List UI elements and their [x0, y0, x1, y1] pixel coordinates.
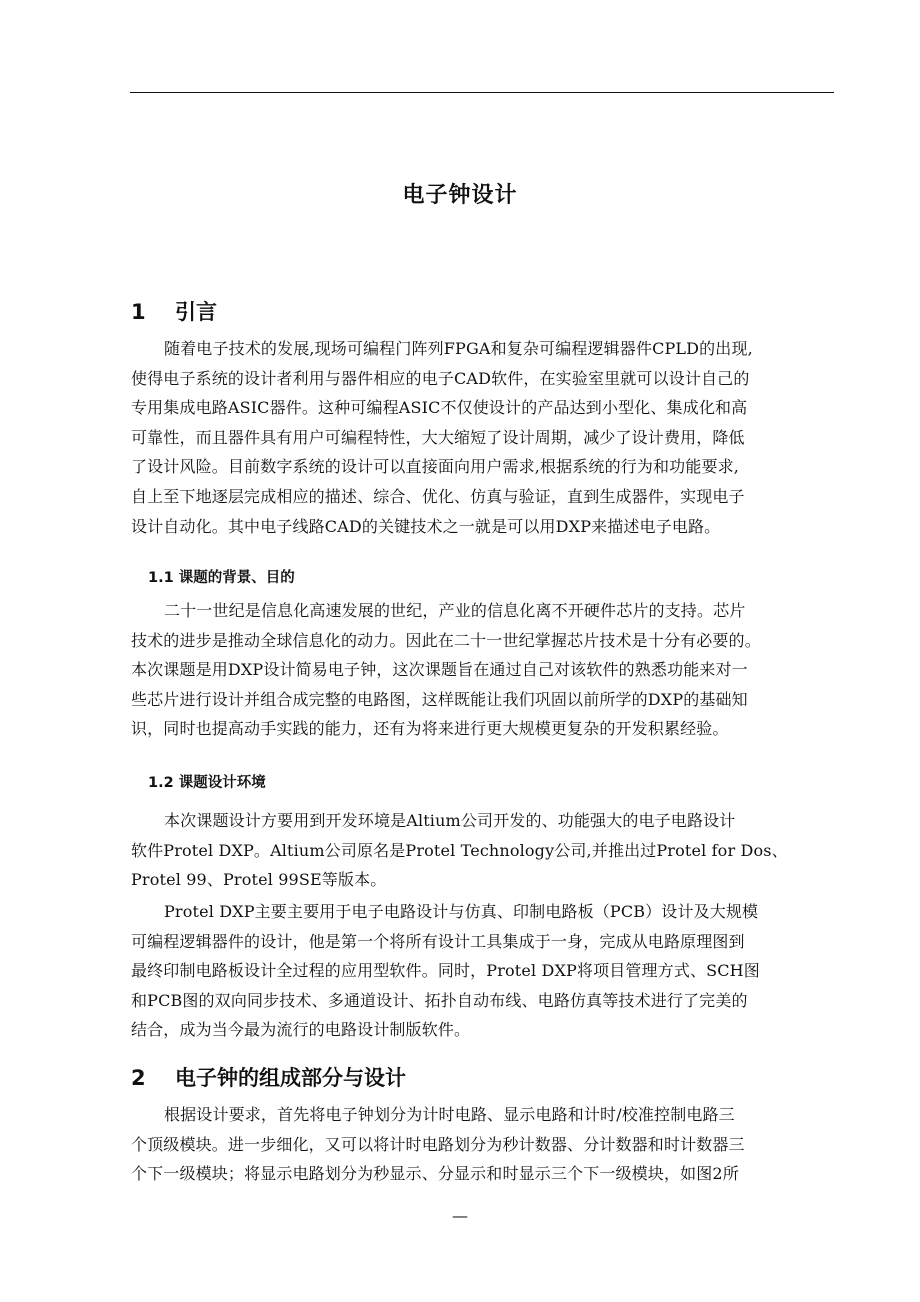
text-line: 设计自动化。其中电子线路CAD的关键技术之一就是可以用DXP来描述电子电路。: [131, 516, 721, 536]
text-line: 使得电子系统的设计者利用与器件相应的电子CAD软件，在实验室里就可以设计自己的: [131, 368, 750, 388]
section-1-2-heading: 1.2 课题设计环境: [148, 775, 266, 791]
text-line: 技术的进步是推动全球信息化的动力。因此在二十一世纪掌握芯片技术是十分有必要的。: [131, 630, 761, 650]
section-1-2-paragraph-2: [131, 897, 837, 1045]
text-line: 结合，成为当今最为流行的电路设计制版软件。: [131, 1020, 471, 1040]
document-title: 电子钟设计: [402, 183, 518, 208]
page-number: —: [452, 1206, 468, 1225]
text-line: Protel 99、Protel 99SE等版本。: [131, 870, 387, 890]
text-line: 最终印制电路板设计全过程的应用型软件。同时，Protel DXP将项目管理方式、SCH图: [131, 961, 760, 981]
header-rule: [130, 92, 834, 93]
text-line: 了设计风险。目前数字系统的设计可以直接面向用户需求,根据系统的行为和功能要求,: [131, 457, 740, 477]
text-line: 专用集成电路ASIC器件。这种可编程ASIC不仅使设计的产品达到小型化、集成化和高: [131, 398, 748, 418]
text-line: 可靠性，而且器件具有用户可编程特性，大大缩短了设计周期，减少了设计费用，降低: [131, 427, 745, 447]
section-2-paragraph: [131, 1100, 837, 1189]
text-line: 可编程逻辑器件的设计，他是第一个将所有设计工具集成于一身，完成从电路原理图到: [131, 931, 745, 951]
text-line: 个下一级模块；将显示电路划分为秒显示、分显示和时显示三个下一级模块，如图2所: [131, 1164, 739, 1184]
text-line: 本次课题设计方要用到开发环境是Altium公司开发的、功能强大的电子电路设计: [164, 811, 736, 830]
section-1-paragraph: [131, 334, 837, 541]
section-1-1-paragraph: [131, 596, 837, 744]
section-1-2-paragraph-1: [131, 806, 837, 895]
text-line: 识，同时也提高动手实践的能力，还有为将来进行更大规模更复杂的开发积累经验。: [131, 719, 729, 739]
section-1-number: 1: [131, 300, 146, 324]
section-2-title: 电子钟的组成部分与设计: [175, 1066, 406, 1090]
text-line: 随着电子技术的发展,现场可编程门阵列FPGA和复杂可编程逻辑器件CPLD的出现,: [164, 339, 753, 358]
section-1-1-heading: 1.1 课题的背景、目的: [148, 570, 295, 586]
section-1-heading: [131, 296, 217, 326]
text-line: 二十一世纪是信息化高速发展的世纪，产业的信息化离不开硬件芯片的支持。芯片: [164, 601, 746, 620]
text-line: 和PCB图的双向同步技术、多通道设计、拓扑自动布线、电路仿真等技术进行了完美的: [131, 990, 748, 1010]
text-line: 自上至下地逐层完成相应的描述、综合、优化、仿真与验证，直到生成器件，实现电子: [131, 486, 745, 506]
section-2-heading: [131, 1062, 406, 1092]
text-line: 个顶级模块。进一步细化，又可以将计时电路划分为秒计数器、分计数器和时计数器三: [131, 1134, 745, 1154]
section-2-number: 2: [131, 1066, 146, 1090]
text-line: 根据设计要求，首先将电子钟划分为计时电路、显示电路和计时/校准控制电路三: [164, 1105, 735, 1124]
section-1-title: 引言: [175, 300, 217, 324]
text-line: Protel DXP主要主要用于电子电路设计与仿真、印制电路板（PCB）设计及大规模: [164, 902, 759, 921]
text-line: 些芯片进行设计并组合成完整的电路图，这样既能让我们巩固以前所学的DXP的基础知: [131, 689, 748, 709]
text-line: 本次课题是用DXP设计简易电子钟，这次课题旨在通过自己对该软件的熟悉功能来对一: [131, 660, 748, 680]
text-line: 软件Protel DXP。Altium公司原名是Protel Technology公司,并推出过Protel for Dos、: [131, 840, 788, 860]
